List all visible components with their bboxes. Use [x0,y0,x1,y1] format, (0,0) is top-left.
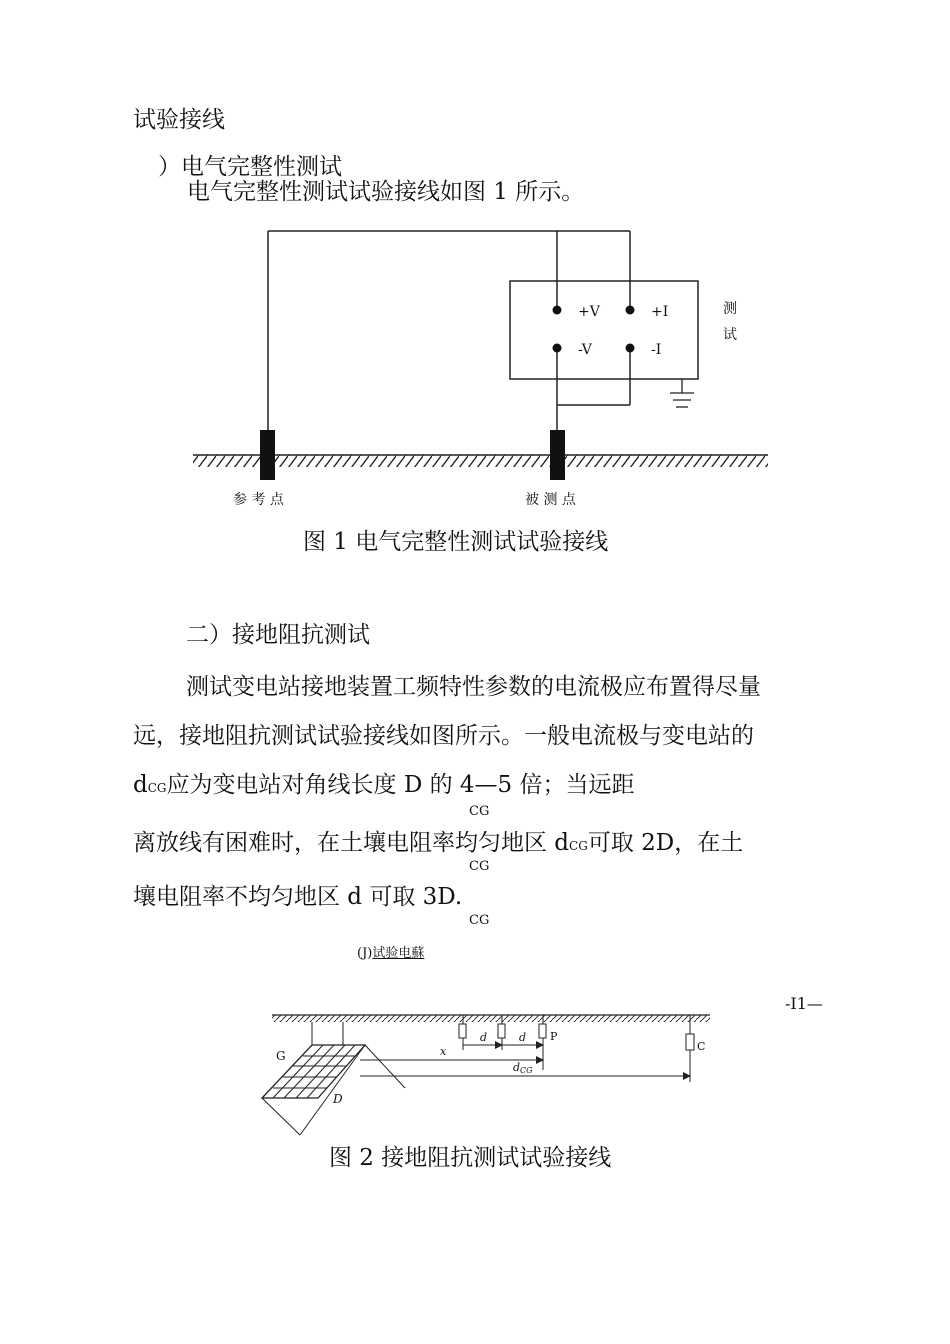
stray-subscript-1: CG [469,804,490,819]
figure-2-caption: 图 2 接地阻抗测试试验接线 [329,1145,612,1171]
figure-1-diagram [0,0,950,520]
label-x: x [440,1045,447,1058]
paragraph-line-4-text: 离放线有困难时，在土壤电阻率均匀地区 d [133,830,570,856]
label-dcg: d [513,1061,521,1074]
paragraph-line-4-rest: 可取 2D，在土 [587,830,744,856]
stray-subscript-2: CG [469,859,490,874]
label-dcg-sub: CG [520,1066,533,1075]
section-title: 试验接线 [133,107,225,133]
ground-hatch [193,455,768,467]
note-prefix: (J) [357,946,373,961]
ground-symbol-icon [670,379,694,407]
svg-text:dCG [513,1061,533,1075]
terminal-minus-v [553,344,562,353]
side-label-test-1: 测 [723,301,737,317]
label-plus-i: +I [651,304,669,320]
label-minus-i: -I [651,342,662,358]
reference-electrode [260,430,275,480]
paragraph-line-2: 远，接地阻抗测试试验接线如图所示。一般电流极与变电站的 [133,723,754,749]
label-c: C [697,1040,706,1053]
ground-hatch-2 [272,1015,710,1022]
stray-subscript-3: CG [469,913,490,928]
label-p: P [550,1030,558,1043]
terminal-plus-v [553,306,562,315]
label-d-1: d [480,1031,488,1044]
paragraph-line-3-text: 应为变电站对角线长度 D 的 4—5 倍；当远距 [166,772,635,798]
label-minus-v: -V [578,342,592,358]
terminal-minus-i [626,344,635,353]
test-electrode [550,430,565,480]
paragraph-line-1: 测试变电站接地装置工频特性参数的电流极应布置得尽量 [186,674,761,700]
terminal-plus-i [626,306,635,315]
label-plus-v: +V [578,304,600,320]
paragraph-line-3 [133,771,634,802]
paragraph-line-5: 壤电阻率不均匀地区 d 可取 3D. [133,884,463,910]
subsection-2-heading: 二）接地阻抗测试 [186,622,370,648]
subsection-1-heading: ）电气完整性测试 [158,154,342,180]
side-label-test-2: 试 [723,327,737,343]
label-diagonal-d: D [333,1092,343,1106]
figure-2-note [357,940,424,968]
label-d-2: d [519,1031,527,1044]
note-text: 试验电蘇 [372,946,425,961]
var-d: d [133,772,148,798]
page-mark: -I1— [785,994,823,1013]
subsection-1-intro: 电气完整性测试试验接线如图 1 所示。 [187,179,585,205]
figure-1-caption: 图 1 电气完整性测试试验接线 [303,529,609,555]
paragraph-line-4 [133,829,743,860]
potential-electrodes [459,1015,546,1070]
var-d-subscript-2: CG [569,839,588,853]
instrument-box [510,281,698,379]
var-d-subscript: CG [147,781,167,795]
current-electrode [686,1034,694,1050]
reference-point-label: 参 考 点 [233,492,284,508]
test-point-label: 被 测 点 [525,492,576,508]
label-grid-g: G [276,1049,286,1063]
